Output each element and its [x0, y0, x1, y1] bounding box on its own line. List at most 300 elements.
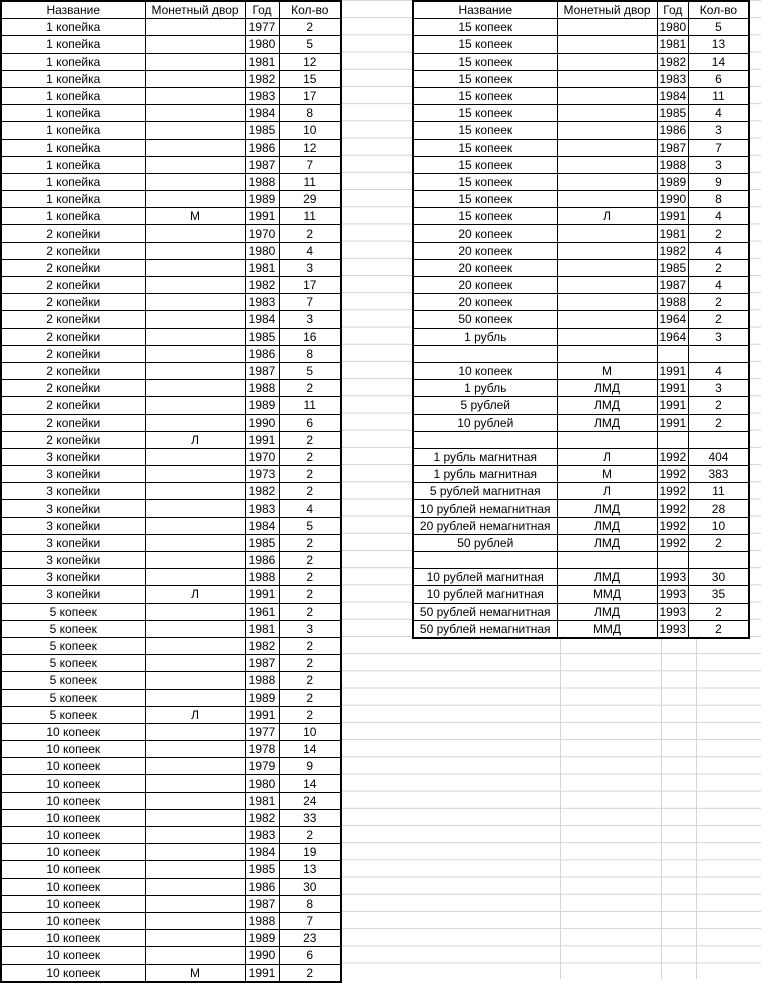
cell-mint[interactable]: [145, 483, 245, 500]
cell-year[interactable]: 1978: [245, 741, 279, 758]
cell-year[interactable]: 1987: [657, 277, 689, 294]
cell-mint[interactable]: [145, 500, 245, 517]
cell-year[interactable]: 1990: [245, 947, 279, 964]
cell-mint[interactable]: [557, 156, 657, 173]
cell-qty[interactable]: 12: [279, 139, 341, 156]
cell-mint[interactable]: [145, 448, 245, 465]
cell-name[interactable]: 15 копеек: [413, 87, 557, 104]
cell-mint[interactable]: ЛМД: [557, 569, 657, 586]
cell-mint[interactable]: [145, 70, 245, 87]
cell-qty[interactable]: 7: [279, 912, 341, 929]
cell-name[interactable]: 3 копейки: [1, 552, 145, 569]
cell-year[interactable]: 1982: [245, 70, 279, 87]
cell-year[interactable]: 1991: [657, 362, 689, 379]
cell-name[interactable]: 1 рубль: [413, 328, 557, 345]
cell-mint[interactable]: [557, 345, 657, 362]
cell-mint[interactable]: [145, 827, 245, 844]
cell-mint[interactable]: [145, 672, 245, 689]
cell-qty[interactable]: 24: [279, 792, 341, 809]
cell-year[interactable]: 1982: [657, 53, 689, 70]
cell-name[interactable]: 1 рубль магнитная: [413, 466, 557, 483]
cell-mint[interactable]: М: [557, 466, 657, 483]
cell-qty[interactable]: 6: [279, 414, 341, 431]
cell-name[interactable]: 10 копеек: [1, 775, 145, 792]
cell-year[interactable]: 1961: [245, 603, 279, 620]
cell-name[interactable]: 1 копейка: [1, 122, 145, 139]
cell-qty[interactable]: 4: [689, 208, 749, 225]
cell-name[interactable]: 10 копеек: [1, 844, 145, 861]
cell-year[interactable]: 1983: [657, 70, 689, 87]
cell-year[interactable]: 1984: [245, 105, 279, 122]
cell-mint[interactable]: [557, 53, 657, 70]
cell-mint[interactable]: М: [557, 362, 657, 379]
cell-year[interactable]: 1983: [245, 87, 279, 104]
cell-name[interactable]: 20 рублей немагнитная: [413, 517, 557, 534]
cell-mint[interactable]: [145, 895, 245, 912]
cell-name[interactable]: 15 копеек: [413, 105, 557, 122]
cell-name[interactable]: 1 рубль: [413, 380, 557, 397]
cell-year[interactable]: 1982: [245, 483, 279, 500]
cell-mint[interactable]: ММД: [557, 586, 657, 603]
cell-name[interactable]: 15 копеек: [413, 139, 557, 156]
cell-mint[interactable]: ЛМД: [557, 380, 657, 397]
cell-year[interactable]: 1988: [245, 912, 279, 929]
cell-mint[interactable]: ЛМД: [557, 534, 657, 551]
cell-qty[interactable]: 2: [689, 414, 749, 431]
cell-qty[interactable]: 2: [279, 552, 341, 569]
header-name[interactable]: Название: [1, 1, 145, 19]
cell-name[interactable]: 1 копейка: [1, 105, 145, 122]
cell-name[interactable]: 20 копеек: [413, 294, 557, 311]
cell-name[interactable]: 1 копейка: [1, 87, 145, 104]
cell-name[interactable]: 10 рублей: [413, 414, 557, 431]
cell-year[interactable]: 1991: [245, 208, 279, 225]
cell-name[interactable]: [413, 431, 557, 448]
cell-mint[interactable]: ЛМД: [557, 414, 657, 431]
cell-name[interactable]: 15 копеек: [413, 70, 557, 87]
header-mint[interactable]: Монетный двор: [557, 1, 657, 19]
cell-qty[interactable]: 6: [689, 70, 749, 87]
cell-year[interactable]: 1977: [245, 19, 279, 36]
cell-year[interactable]: 1973: [245, 466, 279, 483]
cell-qty[interactable]: 2: [279, 689, 341, 706]
cell-name[interactable]: 1 копейка: [1, 173, 145, 190]
cell-year[interactable]: 1970: [245, 448, 279, 465]
cell-qty[interactable]: 3: [279, 311, 341, 328]
cell-name[interactable]: 1 копейка: [1, 36, 145, 53]
cell-mint[interactable]: [145, 19, 245, 36]
cell-qty[interactable]: 10: [279, 122, 341, 139]
cell-mint[interactable]: [145, 809, 245, 826]
cell-name[interactable]: 3 копейки: [1, 517, 145, 534]
cell-year[interactable]: [657, 552, 689, 569]
cell-qty[interactable]: 17: [279, 87, 341, 104]
cell-mint[interactable]: [557, 173, 657, 190]
cell-qty[interactable]: 13: [279, 861, 341, 878]
cell-mint[interactable]: [557, 431, 657, 448]
cell-mint[interactable]: [145, 775, 245, 792]
cell-qty[interactable]: 4: [689, 362, 749, 379]
cell-mint[interactable]: [145, 36, 245, 53]
cell-qty[interactable]: 15: [279, 70, 341, 87]
cell-mint[interactable]: [145, 414, 245, 431]
cell-qty[interactable]: 35: [689, 586, 749, 603]
cell-qty[interactable]: 2: [279, 380, 341, 397]
cell-name[interactable]: 5 копеек: [1, 706, 145, 723]
cell-qty[interactable]: 2: [279, 448, 341, 465]
cell-year[interactable]: 1981: [657, 36, 689, 53]
cell-year[interactable]: 1988: [245, 380, 279, 397]
cell-mint[interactable]: [145, 792, 245, 809]
cell-year[interactable]: 1988: [245, 569, 279, 586]
cell-qty[interactable]: 2: [689, 311, 749, 328]
cell-mint[interactable]: ЛМД: [557, 397, 657, 414]
cell-year[interactable]: 1986: [657, 122, 689, 139]
cell-qty[interactable]: 2: [689, 620, 749, 638]
cell-name[interactable]: 20 копеек: [413, 277, 557, 294]
cell-name[interactable]: 2 копейки: [1, 259, 145, 276]
cell-mint[interactable]: [145, 225, 245, 242]
header-qty[interactable]: Кол-во: [689, 1, 749, 19]
cell-mint[interactable]: [145, 466, 245, 483]
cell-mint[interactable]: [145, 844, 245, 861]
cell-year[interactable]: 1991: [245, 706, 279, 723]
cell-qty[interactable]: 2: [279, 534, 341, 551]
cell-qty[interactable]: 383: [689, 466, 749, 483]
cell-name[interactable]: 15 копеек: [413, 208, 557, 225]
cell-qty[interactable]: 2: [279, 483, 341, 500]
cell-mint[interactable]: [557, 36, 657, 53]
cell-mint[interactable]: [557, 19, 657, 36]
cell-qty[interactable]: 3: [689, 122, 749, 139]
cell-mint[interactable]: Л: [145, 706, 245, 723]
cell-qty[interactable]: 8: [279, 105, 341, 122]
cell-qty[interactable]: 10: [689, 517, 749, 534]
cell-year[interactable]: 1988: [657, 156, 689, 173]
cell-mint[interactable]: [145, 947, 245, 964]
cell-name[interactable]: 50 рублей немагнитная: [413, 603, 557, 620]
cell-year[interactable]: 1991: [657, 414, 689, 431]
cell-mint[interactable]: ЛМД: [557, 500, 657, 517]
cell-year[interactable]: 1985: [657, 105, 689, 122]
cell-mint[interactable]: [145, 122, 245, 139]
cell-year[interactable]: 1985: [245, 861, 279, 878]
cell-qty[interactable]: 28: [689, 500, 749, 517]
cell-name[interactable]: 20 копеек: [413, 242, 557, 259]
cell-qty[interactable]: 2: [689, 225, 749, 242]
cell-year[interactable]: 1980: [245, 242, 279, 259]
cell-mint[interactable]: [557, 552, 657, 569]
cell-mint[interactable]: М: [145, 964, 245, 982]
cell-mint[interactable]: [145, 723, 245, 740]
cell-qty[interactable]: 3: [689, 328, 749, 345]
cell-qty[interactable]: 6: [279, 947, 341, 964]
cell-mint[interactable]: [145, 362, 245, 379]
cell-qty[interactable]: 2: [279, 431, 341, 448]
cell-year[interactable]: 1985: [245, 122, 279, 139]
cell-year[interactable]: 1981: [245, 792, 279, 809]
cell-qty[interactable]: 4: [689, 242, 749, 259]
cell-year[interactable]: 1993: [657, 569, 689, 586]
cell-year[interactable]: 1981: [245, 53, 279, 70]
header-year[interactable]: Год: [245, 1, 279, 19]
cell-year[interactable]: 1993: [657, 603, 689, 620]
cell-qty[interactable]: 5: [689, 19, 749, 36]
cell-year[interactable]: 1964: [657, 328, 689, 345]
cell-mint[interactable]: Л: [557, 483, 657, 500]
cell-qty[interactable]: 4: [279, 500, 341, 517]
cell-qty[interactable]: 11: [279, 208, 341, 225]
cell-qty[interactable]: 2: [689, 534, 749, 551]
cell-qty[interactable]: [689, 431, 749, 448]
cell-name[interactable]: 10 рублей магнитная: [413, 586, 557, 603]
cell-name[interactable]: 10 копеек: [1, 947, 145, 964]
cell-year[interactable]: 1992: [657, 500, 689, 517]
cell-mint[interactable]: [145, 861, 245, 878]
cell-name[interactable]: 10 копеек: [1, 930, 145, 947]
cell-qty[interactable]: 30: [689, 569, 749, 586]
cell-mint[interactable]: [145, 87, 245, 104]
cell-name[interactable]: [413, 552, 557, 569]
cell-mint[interactable]: ММД: [557, 620, 657, 638]
cell-year[interactable]: 1986: [245, 878, 279, 895]
cell-mint[interactable]: [145, 173, 245, 190]
cell-qty[interactable]: 2: [279, 586, 341, 603]
cell-name[interactable]: 2 копейки: [1, 311, 145, 328]
cell-year[interactable]: 1983: [245, 294, 279, 311]
cell-qty[interactable]: [689, 552, 749, 569]
cell-name[interactable]: 10 копеек: [1, 912, 145, 929]
cell-name[interactable]: 10 копеек: [1, 723, 145, 740]
header-name[interactable]: Название: [413, 1, 557, 19]
cell-year[interactable]: 1983: [245, 500, 279, 517]
cell-name[interactable]: 15 копеек: [413, 36, 557, 53]
cell-qty[interactable]: 2: [689, 259, 749, 276]
cell-name[interactable]: 15 копеек: [413, 53, 557, 70]
cell-year[interactable]: 1990: [657, 191, 689, 208]
cell-mint[interactable]: [145, 277, 245, 294]
cell-mint[interactable]: [145, 397, 245, 414]
cell-mint[interactable]: [145, 517, 245, 534]
cell-mint[interactable]: Л: [557, 448, 657, 465]
cell-name[interactable]: 20 копеек: [413, 259, 557, 276]
cell-qty[interactable]: 2: [279, 466, 341, 483]
header-qty[interactable]: Кол-во: [279, 1, 341, 19]
cell-year[interactable]: 1977: [245, 723, 279, 740]
cell-qty[interactable]: 3: [279, 620, 341, 637]
header-year[interactable]: Год: [657, 1, 689, 19]
cell-mint[interactable]: [557, 242, 657, 259]
cell-name[interactable]: 1 копейка: [1, 191, 145, 208]
cell-qty[interactable]: 11: [279, 397, 341, 414]
cell-year[interactable]: 1970: [245, 225, 279, 242]
cell-qty[interactable]: 17: [279, 277, 341, 294]
cell-qty[interactable]: 19: [279, 844, 341, 861]
cell-name[interactable]: 3 копейки: [1, 466, 145, 483]
cell-name[interactable]: 10 копеек: [1, 878, 145, 895]
cell-qty[interactable]: 2: [279, 827, 341, 844]
cell-name[interactable]: 50 рублей немагнитная: [413, 620, 557, 638]
cell-year[interactable]: 1988: [245, 672, 279, 689]
cell-qty[interactable]: 5: [279, 517, 341, 534]
cell-year[interactable]: 1980: [245, 775, 279, 792]
cell-year[interactable]: 1979: [245, 758, 279, 775]
cell-qty[interactable]: 2: [689, 294, 749, 311]
cell-name[interactable]: 20 копеек: [413, 225, 557, 242]
cell-mint[interactable]: [145, 552, 245, 569]
cell-qty[interactable]: 11: [689, 87, 749, 104]
cell-year[interactable]: 1987: [245, 655, 279, 672]
cell-year[interactable]: 1989: [657, 173, 689, 190]
cell-mint[interactable]: [145, 345, 245, 362]
cell-name[interactable]: 50 копеек: [413, 311, 557, 328]
cell-year[interactable]: 1991: [657, 397, 689, 414]
cell-mint[interactable]: [145, 741, 245, 758]
cell-name[interactable]: 3 копейки: [1, 569, 145, 586]
cell-qty[interactable]: 8: [689, 191, 749, 208]
cell-year[interactable]: 1982: [245, 637, 279, 654]
cell-mint[interactable]: [557, 277, 657, 294]
cell-name[interactable]: 5 копеек: [1, 603, 145, 620]
cell-qty[interactable]: 16: [279, 328, 341, 345]
cell-name[interactable]: 15 копеек: [413, 122, 557, 139]
cell-name[interactable]: 10 копеек: [1, 758, 145, 775]
cell-year[interactable]: 1985: [657, 259, 689, 276]
cell-name[interactable]: 5 рублей магнитная: [413, 483, 557, 500]
cell-year[interactable]: 1987: [657, 139, 689, 156]
cell-name[interactable]: 10 копеек: [1, 964, 145, 982]
cell-qty[interactable]: 14: [279, 741, 341, 758]
cell-year[interactable]: 1984: [245, 517, 279, 534]
cell-mint[interactable]: [145, 637, 245, 654]
cell-qty[interactable]: 13: [689, 36, 749, 53]
cell-mint[interactable]: [557, 122, 657, 139]
cell-qty[interactable]: 14: [689, 53, 749, 70]
cell-name[interactable]: 2 копейки: [1, 345, 145, 362]
cell-name[interactable]: 1 копейка: [1, 53, 145, 70]
cell-mint[interactable]: [145, 294, 245, 311]
cell-name[interactable]: 5 рублей: [413, 397, 557, 414]
cell-year[interactable]: 1982: [245, 277, 279, 294]
cell-year[interactable]: 1986: [245, 345, 279, 362]
cell-mint[interactable]: [145, 689, 245, 706]
cell-mint[interactable]: [145, 328, 245, 345]
cell-qty[interactable]: 5: [279, 36, 341, 53]
cell-mint[interactable]: [557, 259, 657, 276]
cell-name[interactable]: 15 копеек: [413, 156, 557, 173]
cell-qty[interactable]: 11: [279, 173, 341, 190]
cell-mint[interactable]: [557, 225, 657, 242]
cell-year[interactable]: 1993: [657, 586, 689, 603]
cell-qty[interactable]: 2: [279, 603, 341, 620]
cell-qty[interactable]: 3: [689, 380, 749, 397]
cell-mint[interactable]: [145, 912, 245, 929]
cell-qty[interactable]: 7: [689, 139, 749, 156]
cell-name[interactable]: 10 копеек: [1, 861, 145, 878]
cell-name[interactable]: 10 копеек: [1, 809, 145, 826]
cell-year[interactable]: 1992: [657, 466, 689, 483]
cell-name[interactable]: 10 копеек: [1, 895, 145, 912]
cell-qty[interactable]: 29: [279, 191, 341, 208]
cell-qty[interactable]: 12: [279, 53, 341, 70]
cell-mint[interactable]: [145, 105, 245, 122]
cell-qty[interactable]: 3: [689, 156, 749, 173]
cell-mint[interactable]: [145, 758, 245, 775]
cell-name[interactable]: 1 рубль магнитная: [413, 448, 557, 465]
cell-mint[interactable]: [145, 620, 245, 637]
cell-year[interactable]: 1991: [245, 431, 279, 448]
cell-mint[interactable]: [145, 139, 245, 156]
cell-qty[interactable]: 23: [279, 930, 341, 947]
cell-name[interactable]: 2 копейки: [1, 431, 145, 448]
cell-name[interactable]: 5 копеек: [1, 655, 145, 672]
cell-mint[interactable]: [557, 105, 657, 122]
cell-mint[interactable]: [145, 930, 245, 947]
cell-name[interactable]: 2 копейки: [1, 294, 145, 311]
cell-year[interactable]: 1988: [245, 173, 279, 190]
cell-mint[interactable]: [145, 259, 245, 276]
cell-name[interactable]: 15 копеек: [413, 191, 557, 208]
cell-year[interactable]: 1993: [657, 620, 689, 638]
cell-mint[interactable]: [557, 191, 657, 208]
cell-name[interactable]: 15 копеек: [413, 173, 557, 190]
cell-year[interactable]: 1987: [245, 362, 279, 379]
cell-name[interactable]: 10 копеек: [1, 827, 145, 844]
cell-mint[interactable]: Л: [145, 431, 245, 448]
cell-name[interactable]: 3 копейки: [1, 586, 145, 603]
cell-name[interactable]: 15 копеек: [413, 19, 557, 36]
cell-mint[interactable]: [145, 191, 245, 208]
cell-name[interactable]: 2 копейки: [1, 380, 145, 397]
cell-qty[interactable]: 2: [279, 964, 341, 982]
cell-year[interactable]: 1991: [245, 586, 279, 603]
cell-qty[interactable]: 2: [279, 655, 341, 672]
cell-qty[interactable]: 33: [279, 809, 341, 826]
cell-year[interactable]: 1991: [657, 380, 689, 397]
cell-qty[interactable]: [689, 345, 749, 362]
cell-mint[interactable]: [557, 294, 657, 311]
cell-name[interactable]: 50 рублей: [413, 534, 557, 551]
cell-name[interactable]: 1 копейка: [1, 156, 145, 173]
cell-name[interactable]: 3 копейки: [1, 448, 145, 465]
cell-year[interactable]: 1980: [657, 19, 689, 36]
cell-year[interactable]: 1984: [245, 311, 279, 328]
cell-mint[interactable]: [145, 655, 245, 672]
cell-year[interactable]: 1989: [245, 930, 279, 947]
cell-mint[interactable]: [557, 70, 657, 87]
cell-mint[interactable]: ЛМД: [557, 517, 657, 534]
cell-qty[interactable]: 7: [279, 156, 341, 173]
cell-year[interactable]: 1981: [657, 225, 689, 242]
cell-year[interactable]: 1987: [245, 895, 279, 912]
cell-qty[interactable]: 4: [689, 277, 749, 294]
cell-mint[interactable]: [145, 53, 245, 70]
cell-year[interactable]: 1989: [245, 689, 279, 706]
cell-qty[interactable]: 2: [279, 569, 341, 586]
cell-name[interactable]: 10 копеек: [1, 741, 145, 758]
cell-name[interactable]: 10 рублей магнитная: [413, 569, 557, 586]
cell-mint[interactable]: [145, 878, 245, 895]
cell-name[interactable]: [413, 345, 557, 362]
cell-mint[interactable]: [557, 87, 657, 104]
cell-mint[interactable]: [557, 139, 657, 156]
cell-qty[interactable]: 3: [279, 259, 341, 276]
cell-year[interactable]: 1990: [245, 414, 279, 431]
cell-qty[interactable]: 2: [279, 672, 341, 689]
cell-mint[interactable]: [145, 242, 245, 259]
cell-qty[interactable]: 2: [689, 397, 749, 414]
cell-year[interactable]: 1992: [657, 483, 689, 500]
